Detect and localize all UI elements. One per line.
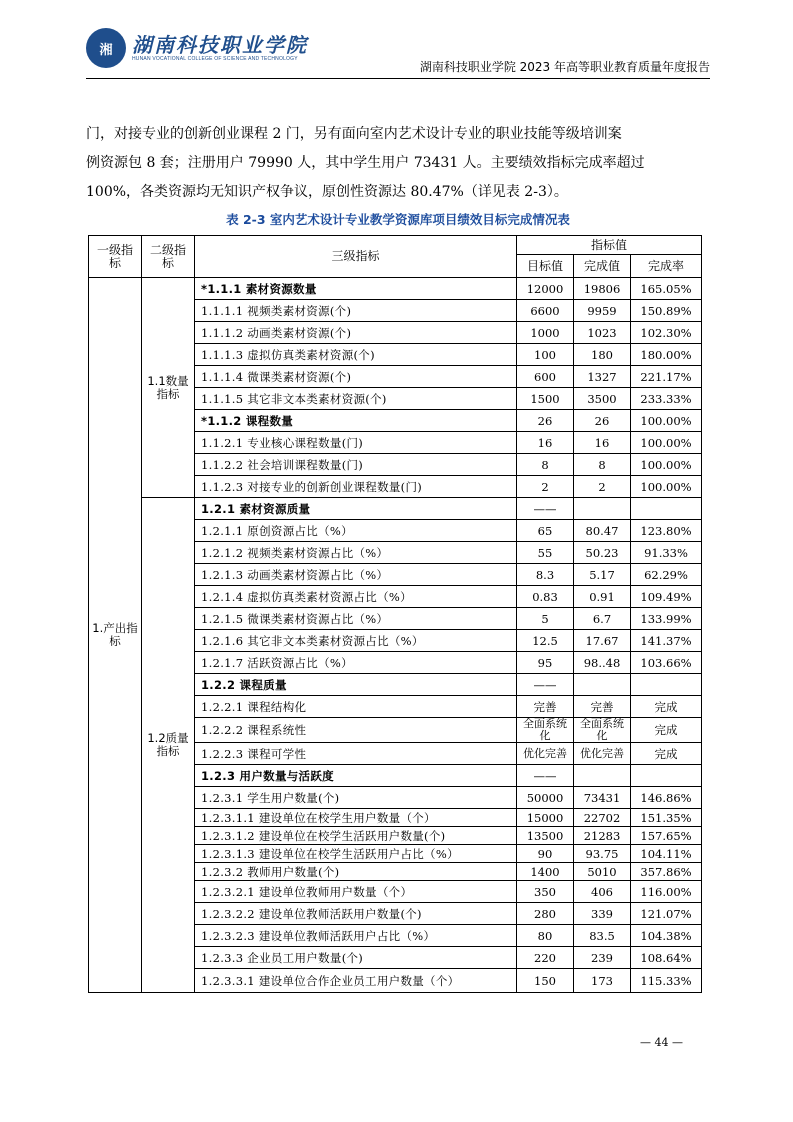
- target-value: 12.5: [517, 630, 574, 652]
- actual-value: 180: [574, 344, 631, 366]
- completion-rate: 233.33%: [631, 388, 702, 410]
- completion-rate: 141.37%: [631, 630, 702, 652]
- paragraph-line: 例资源包 8 套；注册用户 79990 人，其中学生用户 73431 人。主要绩效指标完成率超过: [86, 155, 645, 171]
- completion-rate: 221.17%: [631, 366, 702, 388]
- level2-cell: 1.2质量指标: [142, 498, 195, 993]
- actual-value: 93.75: [574, 845, 631, 863]
- target-value: 1500: [517, 388, 574, 410]
- target-value: 280: [517, 903, 574, 925]
- completion-rate: 146.86%: [631, 787, 702, 809]
- header-actual: 完成值: [574, 255, 631, 278]
- actual-value: 完善: [574, 696, 631, 718]
- actual-value: 73431: [574, 787, 631, 809]
- target-value: 26: [517, 410, 574, 432]
- actual-value: 19806: [574, 278, 631, 300]
- actual-value: [574, 498, 631, 520]
- report-title: 湖南科技职业学院 2023 年高等职业教育质量年度报告: [419, 60, 710, 74]
- actual-value: 1327: [574, 366, 631, 388]
- actual-value: 239: [574, 947, 631, 969]
- table-row: [89, 278, 702, 300]
- target-value: 2: [517, 476, 574, 498]
- completion-rate: 完成: [631, 743, 702, 765]
- actual-value: 22702: [574, 809, 631, 827]
- actual-value: [574, 765, 631, 787]
- target-value: 600: [517, 366, 574, 388]
- completion-rate: 121.07%: [631, 903, 702, 925]
- target-value: ——: [517, 765, 574, 787]
- indicator-name: 1.2.1.3 动画类素材资源占比（%）: [195, 564, 517, 586]
- actual-value: 9959: [574, 300, 631, 322]
- indicator-name: 1.2.1.1 原创资源占比（%）: [195, 520, 517, 542]
- indicator-name: 1.2.1.5 微课类素材资源占比（%）: [195, 608, 517, 630]
- indicator-name: 1.2.3.3.1 建设单位合作企业员工用户数量（个）: [195, 969, 517, 993]
- target-value: 0.83: [517, 586, 574, 608]
- indicator-name: 1.1.1.3 虚拟仿真类素材资源(个): [195, 344, 517, 366]
- actual-value: 5010: [574, 863, 631, 881]
- indicator-name: 1.2.3.2.1 建设单位教师用户数量（个）: [195, 881, 517, 903]
- indicator-name: 1.2.1 素材资源质量: [195, 498, 517, 520]
- actual-value: 17.67: [574, 630, 631, 652]
- page-header: [86, 28, 710, 78]
- actual-value: 全面系统化: [574, 718, 631, 743]
- actual-value: 3500: [574, 388, 631, 410]
- page-number: — 44 —: [640, 1036, 683, 1049]
- target-value: 1400: [517, 863, 574, 881]
- indicator-name: 1.2.1.6 其它非文本类素材资源占比（%）: [195, 630, 517, 652]
- completion-rate: 109.49%: [631, 586, 702, 608]
- actual-value: 80.47: [574, 520, 631, 542]
- indicator-name: 1.2.3.1.1 建设单位在校学生用户数量（个）: [195, 809, 517, 827]
- actual-value: 5.17: [574, 564, 631, 586]
- body-paragraph: [86, 120, 716, 207]
- paragraph-line: 100%，各类资源均无知识产权争议，原创性资源达 80.47%（详见表 2-3）。: [86, 184, 568, 200]
- completion-rate: 357.86%: [631, 863, 702, 881]
- actual-value: 1023: [574, 322, 631, 344]
- indicator-name: 1.1.1.5 其它非文本类素材资源(个): [195, 388, 517, 410]
- indicator-name: 1.2.1.4 虚拟仿真类素材资源占比（%）: [195, 586, 517, 608]
- level2-cell: 1.1数量指标: [142, 278, 195, 498]
- header-target: 目标值: [517, 255, 574, 278]
- target-value: 优化完善: [517, 743, 574, 765]
- target-value: 全面系统化: [517, 718, 574, 743]
- actual-value: 6.7: [574, 608, 631, 630]
- actual-value: 339: [574, 903, 631, 925]
- indicator-name: 1.2.2.2 课程系统性: [195, 718, 517, 743]
- completion-rate: 151.35%: [631, 809, 702, 827]
- header-divider: [86, 78, 710, 79]
- completion-rate: 116.00%: [631, 881, 702, 903]
- actual-value: 2: [574, 476, 631, 498]
- actual-value: 50.23: [574, 542, 631, 564]
- actual-value: 406: [574, 881, 631, 903]
- college-seal-icon: 湘: [86, 28, 126, 68]
- performance-table: [88, 235, 702, 993]
- completion-rate: 100.00%: [631, 476, 702, 498]
- indicator-name: 1.2.2 课程质量: [195, 674, 517, 696]
- target-value: ——: [517, 498, 574, 520]
- indicator-name: 1.1.1.4 微课类素材资源(个): [195, 366, 517, 388]
- target-value: 150: [517, 969, 574, 993]
- table-body: [89, 278, 702, 993]
- indicator-name: 1.2.1.7 活跃资源占比（%）: [195, 652, 517, 674]
- actual-value: [574, 674, 631, 696]
- completion-rate: 完成: [631, 696, 702, 718]
- target-value: 15000: [517, 809, 574, 827]
- target-value: 完善: [517, 696, 574, 718]
- completion-rate: 完成: [631, 718, 702, 743]
- completion-rate: 102.30%: [631, 322, 702, 344]
- target-value: 8: [517, 454, 574, 476]
- indicator-name: 1.2.2.3 课程可学性: [195, 743, 517, 765]
- actual-value: 优化完善: [574, 743, 631, 765]
- completion-rate: 150.89%: [631, 300, 702, 322]
- completion-rate: 157.65%: [631, 827, 702, 845]
- indicator-name: *1.1.1 素材资源数量: [195, 278, 517, 300]
- target-value: 220: [517, 947, 574, 969]
- actual-value: 0.91: [574, 586, 631, 608]
- target-value: 6600: [517, 300, 574, 322]
- completion-rate: 108.64%: [631, 947, 702, 969]
- paragraph-line: 门，对接专业的创新创业课程 2 门，另有面向室内艺术设计专业的职业技能等级培训案: [86, 126, 622, 142]
- target-value: 65: [517, 520, 574, 542]
- indicator-name: 1.2.3.2 教师用户数量(个): [195, 863, 517, 881]
- completion-rate: [631, 498, 702, 520]
- indicator-name: 1.2.3.1 学生用户数量(个): [195, 787, 517, 809]
- indicator-name: 1.1.1.1 视频类素材资源(个): [195, 300, 517, 322]
- actual-value: 83.5: [574, 925, 631, 947]
- header-level2: 二级指标: [142, 236, 195, 278]
- indicator-name: 1.1.2.1 专业核心课程数量(门): [195, 432, 517, 454]
- actual-value: 98..48: [574, 652, 631, 674]
- header-level3: 三级指标: [195, 236, 517, 278]
- indicator-name: 1.2.3.3 企业员工用户数量(个): [195, 947, 517, 969]
- logo-chinese-name: 湖南科技职业学院: [132, 33, 308, 57]
- target-value: 8.3: [517, 564, 574, 586]
- table-row: [89, 498, 702, 520]
- target-value: 100: [517, 344, 574, 366]
- table-caption: 表 2-3 室内艺术设计专业教学资源库项目绩效目标完成情况表: [226, 212, 570, 227]
- completion-rate: 100.00%: [631, 454, 702, 476]
- indicator-name: 1.2.3.1.3 建设单位在校学生活跃用户占比（%）: [195, 845, 517, 863]
- indicator-name: 1.2.3.1.2 建设单位在校学生活跃用户数量(个): [195, 827, 517, 845]
- target-value: 80: [517, 925, 574, 947]
- completion-rate: [631, 765, 702, 787]
- completion-rate: 115.33%: [631, 969, 702, 993]
- completion-rate: 104.11%: [631, 845, 702, 863]
- actual-value: 26: [574, 410, 631, 432]
- indicator-name: 1.2.3.2.2 建设单位教师活跃用户数量(个): [195, 903, 517, 925]
- target-value: 350: [517, 881, 574, 903]
- target-value: 16: [517, 432, 574, 454]
- completion-rate: 123.80%: [631, 520, 702, 542]
- actual-value: 173: [574, 969, 631, 993]
- completion-rate: 91.33%: [631, 542, 702, 564]
- completion-rate: 62.29%: [631, 564, 702, 586]
- completion-rate: 165.05%: [631, 278, 702, 300]
- target-value: 12000: [517, 278, 574, 300]
- target-value: 50000: [517, 787, 574, 809]
- header-rate: 完成率: [631, 255, 702, 278]
- completion-rate: [631, 674, 702, 696]
- target-value: 13500: [517, 827, 574, 845]
- college-logo: [86, 28, 308, 68]
- indicator-name: 1.2.2.1 课程结构化: [195, 696, 517, 718]
- target-value: ——: [517, 674, 574, 696]
- indicator-name: 1.2.3 用户数量与活跃度: [195, 765, 517, 787]
- completion-rate: 104.38%: [631, 925, 702, 947]
- completion-rate: 100.00%: [631, 410, 702, 432]
- completion-rate: 103.66%: [631, 652, 702, 674]
- target-value: 1000: [517, 322, 574, 344]
- target-value: 55: [517, 542, 574, 564]
- indicator-name: 1.2.3.2.3 建设单位教师活跃用户占比（%）: [195, 925, 517, 947]
- target-value: 95: [517, 652, 574, 674]
- target-value: 90: [517, 845, 574, 863]
- indicator-name: 1.2.1.2 视频类素材资源占比（%）: [195, 542, 517, 564]
- actual-value: 21283: [574, 827, 631, 845]
- completion-rate: 180.00%: [631, 344, 702, 366]
- indicator-name: *1.1.2 课程数量: [195, 410, 517, 432]
- indicator-name: 1.1.1.2 动画类素材资源(个): [195, 322, 517, 344]
- indicator-name: 1.1.2.2 社会培训课程数量(门): [195, 454, 517, 476]
- indicator-name: 1.1.2.3 对接专业的创新创业课程数量(门): [195, 476, 517, 498]
- logo-english-name: HUNAN VOCATIONAL COLLEGE OF SCIENCE AND TECHNOLOGY: [132, 56, 298, 62]
- actual-value: 8: [574, 454, 631, 476]
- level1-cell: 1.产出指标: [89, 278, 142, 993]
- actual-value: 16: [574, 432, 631, 454]
- target-value: 5: [517, 608, 574, 630]
- completion-rate: 100.00%: [631, 432, 702, 454]
- completion-rate: 133.99%: [631, 608, 702, 630]
- header-value-group: 指标值: [517, 236, 702, 255]
- header-level1: 一级指标: [89, 236, 142, 278]
